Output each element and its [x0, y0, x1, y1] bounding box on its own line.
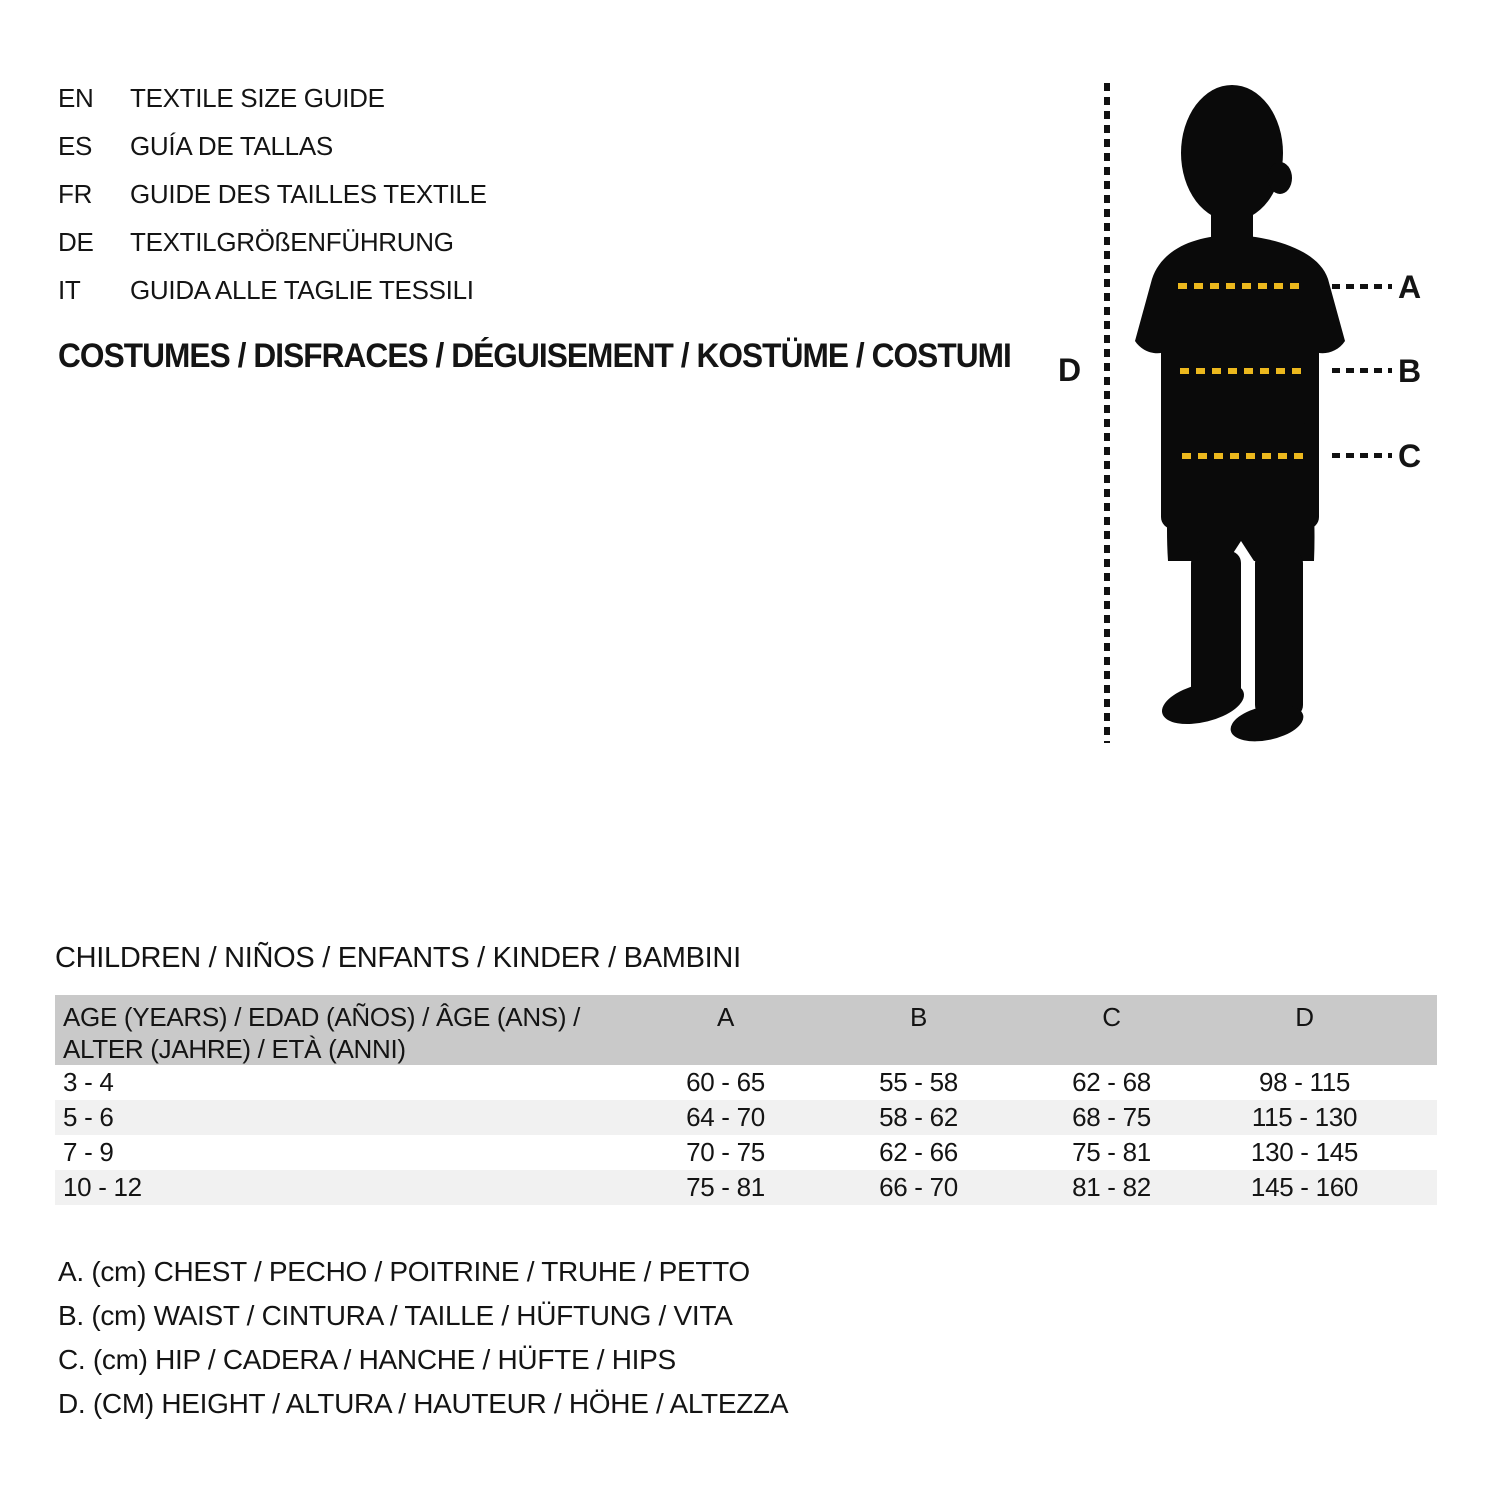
age-cell: 5 - 6 — [63, 1102, 114, 1132]
size-table — [55, 995, 1437, 1205]
language-item — [58, 266, 487, 314]
language-code: IT — [58, 274, 81, 305]
waist-cell: 62 - 66 — [879, 1137, 958, 1167]
waist-cell: 58 - 62 — [879, 1102, 958, 1132]
legend-item-chest: A. (cm) CHEST / PECHO / POITRINE / TRUHE / PETTO — [58, 1256, 750, 1287]
column-header-c: C — [1102, 1002, 1121, 1032]
chest-cell: 60 - 65 — [686, 1067, 765, 1097]
age-column-header — [55, 995, 629, 1065]
child-silhouette — [1128, 83, 1348, 745]
guide-title-translation: TEXTILGRÖßENFÜHRUNG — [130, 226, 454, 257]
guide-title-translation: TEXTILE SIZE GUIDE — [130, 82, 385, 113]
table-row — [55, 1100, 1437, 1135]
height-label-d: D — [1058, 352, 1081, 388]
column-header-a: A — [716, 1002, 735, 1032]
waist-label-b: B — [1398, 353, 1421, 389]
hip-leader-line — [1332, 453, 1392, 458]
table-row — [55, 1065, 1437, 1100]
legend-item-hip: C. (cm) HIP / CADERA / HANCHE / HÜFTE / HIPS — [58, 1344, 676, 1375]
hip-cell: 81 - 82 — [1072, 1172, 1151, 1202]
height-measure-line — [1104, 83, 1110, 743]
language-item — [58, 122, 487, 170]
table-row — [55, 1170, 1437, 1205]
language-guide-list — [58, 74, 487, 314]
hip-label-c: C — [1398, 438, 1421, 474]
language-item — [58, 74, 487, 122]
guide-title-translation: GUÍA DE TALLAS — [130, 130, 333, 161]
height-cell: 130 - 145 — [1250, 1137, 1359, 1167]
waist-measure-line — [1180, 368, 1303, 374]
age-cell: 3 - 4 — [63, 1067, 114, 1097]
height-cell: 115 - 130 — [1251, 1102, 1358, 1132]
chest-cell: 64 - 70 — [686, 1102, 765, 1132]
legend-item-waist: B. (cm) WAIST / CINTURA / TAILLE / HÜFTUNG / VITA — [58, 1300, 733, 1331]
language-item — [58, 218, 487, 266]
guide-title-translation: GUIDE DES TAILLES TEXTILE — [130, 178, 487, 209]
hip-cell: 68 - 75 — [1072, 1102, 1151, 1132]
language-code: FR — [58, 178, 93, 209]
age-header-line1: AGE (YEARS) / EDAD (AÑOS) / ÂGE (ANS) / — [63, 1002, 581, 1032]
language-code: EN — [58, 82, 94, 113]
category-heading: COSTUMES / DISFRACES / DÉGUISEMENT / KOSTÜME / COSTUMI — [58, 337, 1011, 375]
table-header-row — [55, 995, 1437, 1065]
hip-cell: 62 - 68 — [1072, 1067, 1151, 1097]
hip-measure-line — [1182, 453, 1304, 459]
language-code: ES — [58, 130, 93, 161]
waist-leader-line — [1332, 368, 1392, 373]
waist-cell: 66 - 70 — [879, 1172, 958, 1202]
chest-label-a: A — [1398, 269, 1421, 305]
chest-cell: 75 - 81 — [686, 1172, 765, 1202]
chest-cell: 70 - 75 — [686, 1137, 765, 1167]
age-cell: 10 - 12 — [63, 1172, 142, 1202]
waist-cell: 55 - 58 — [879, 1067, 958, 1097]
chest-measure-line — [1178, 283, 1304, 289]
age-cell: 7 - 9 — [63, 1137, 114, 1167]
legend-item-height: D. (CM) HEIGHT / ALTURA / HAUTEUR / HÖHE / ALTEZZA — [58, 1388, 789, 1419]
guide-title-translation: GUIDA ALLE TAGLIE TESSILI — [130, 274, 474, 305]
hip-cell: 75 - 81 — [1072, 1137, 1151, 1167]
language-item — [58, 170, 487, 218]
column-header-d: D — [1295, 1002, 1314, 1032]
height-cell: 145 - 160 — [1250, 1172, 1359, 1202]
age-header-line2: ALTER (JAHRE) / ETÀ (ANNI) — [63, 1034, 406, 1064]
height-cell: 98 - 115 — [1258, 1067, 1351, 1097]
chest-leader-line — [1332, 284, 1392, 289]
language-code: DE — [58, 226, 94, 257]
table-row — [55, 1135, 1437, 1170]
measurement-legend — [58, 1250, 788, 1426]
column-header-b: B — [909, 1002, 928, 1032]
children-section-heading: CHILDREN / NIÑOS / ENFANTS / KINDER / BAMBINI — [55, 942, 741, 974]
